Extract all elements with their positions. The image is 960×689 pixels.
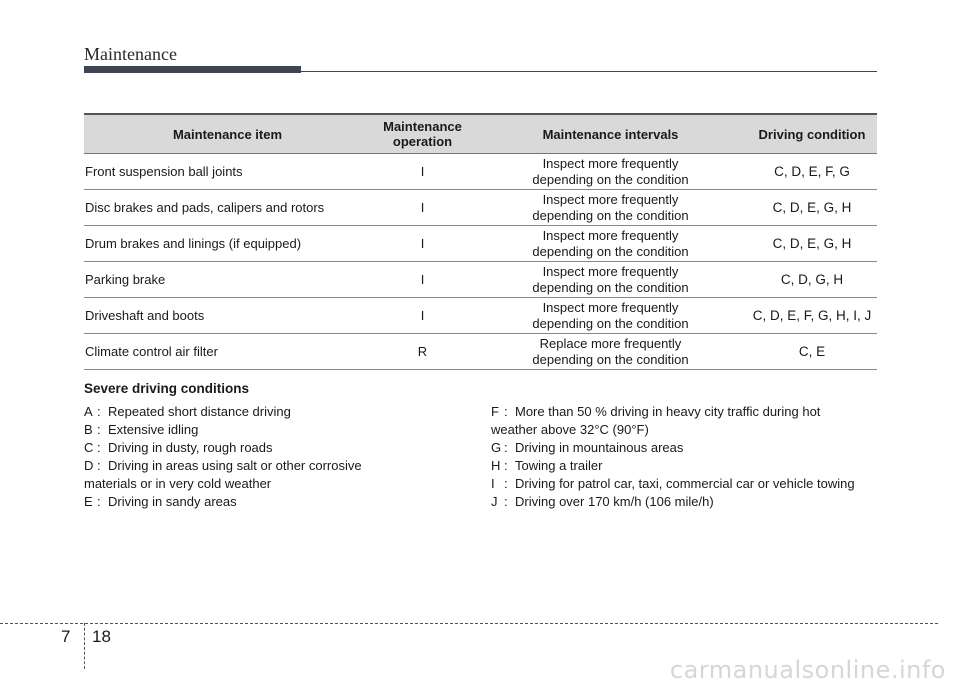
row-operation: I (371, 262, 474, 298)
row-item: Parking brake (84, 262, 371, 298)
column-header-item: Maintenance item (84, 114, 371, 154)
row-operation: I (371, 190, 474, 226)
column-header-condition: Driving condition (747, 114, 877, 154)
row-interval: Inspect more frequently depending on the condition (474, 226, 747, 262)
row-condition: C, D, E, G, H (747, 226, 877, 262)
row-operation: I (371, 226, 474, 262)
row-condition: C, D, E, F, G, H, I, J (747, 298, 877, 334)
row-condition: C, D, E, F, G (747, 154, 877, 190)
column-header-operation: Maintenance operation (371, 114, 474, 154)
severe-conditions-title: Severe driving conditions (84, 381, 250, 396)
table-row (84, 154, 877, 190)
condition-item: F : More than 50 % driving in heavy city traffic during hot (491, 403, 891, 421)
condition-text: Driving over 170 km/h (106 mile/h) (515, 494, 714, 509)
row-operation: R (371, 334, 474, 370)
condition-text: More than 50 % driving in heavy city traffic during hot (515, 404, 821, 419)
condition-item: C : Driving in dusty, rough roads (84, 439, 474, 457)
severe-conditions-left-list (84, 403, 474, 511)
condition-continuation: weather above 32°C (90°F) (491, 422, 649, 437)
footer-divider (84, 623, 85, 669)
row-interval: Inspect more frequently depending on the condition (474, 154, 747, 190)
table-row (84, 190, 877, 226)
condition-item: E : Driving in sandy areas (84, 493, 474, 511)
severe-conditions-right-list (491, 403, 891, 511)
chapter-number: 7 (61, 627, 71, 646)
condition-letter: G (491, 440, 502, 455)
row-item: Drum brakes and linings (if equipped) (84, 226, 371, 262)
condition-item: B : Extensive idling (84, 421, 474, 439)
row-condition: C, D, G, H (747, 262, 877, 298)
row-condition: C, E (747, 334, 877, 370)
condition-letter: B (84, 422, 93, 437)
table-row (84, 334, 877, 370)
condition-text: Driving in sandy areas (108, 494, 237, 509)
row-item: Front suspension ball joints (84, 154, 371, 190)
header-rule (301, 71, 877, 72)
condition-text: Extensive idling (108, 422, 199, 437)
row-operation: I (371, 154, 474, 190)
condition-letter: J (491, 494, 498, 509)
condition-text: Driving in dusty, rough roads (108, 440, 273, 455)
row-item: Disc brakes and pads, calipers and rotors (84, 190, 371, 226)
condition-text: Driving in mountainous areas (515, 440, 684, 455)
condition-item: J : Driving over 170 km/h (106 mile/h) (491, 493, 891, 511)
condition-item: D : Driving in areas using salt or other corrosive (84, 457, 474, 475)
condition-letter: A (84, 404, 93, 419)
row-interval: Inspect more frequently depending on the condition (474, 298, 747, 334)
watermark: carmanualsonline.info (669, 656, 946, 684)
header-accent-bar (84, 66, 301, 73)
condition-item: A : Repeated short distance driving (84, 403, 474, 421)
condition-item: H : Towing a trailer (491, 457, 891, 475)
row-item: Driveshaft and boots (84, 298, 371, 334)
condition-letter: I (491, 476, 495, 491)
column-header-intervals: Maintenance intervals (474, 114, 747, 154)
condition-text: Towing a trailer (515, 458, 603, 473)
table-row (84, 262, 877, 298)
condition-letter: C (84, 440, 94, 455)
condition-letter: F (491, 404, 499, 419)
condition-text: Repeated short distance driving (108, 404, 291, 419)
row-item: Climate control air filter (84, 334, 371, 370)
condition-text: Driving for patrol car, taxi, commercial car or vehicle towing (515, 476, 855, 491)
condition-letter: E (84, 494, 93, 509)
condition-continuation: materials or in very cold weather (84, 476, 272, 491)
condition-letter: H (491, 458, 501, 473)
section-title: Maintenance (84, 44, 177, 64)
row-condition: C, D, E, G, H (747, 190, 877, 226)
condition-item: I : Driving for patrol car, taxi, commercial car or vehicle towing (491, 475, 891, 493)
row-interval: Inspect more frequently depending on the condition (474, 262, 747, 298)
row-operation: I (371, 298, 474, 334)
table-header-row (84, 114, 877, 154)
page-number: 18 (92, 627, 111, 646)
footer-rule (0, 623, 938, 624)
maintenance-table (84, 113, 877, 370)
row-interval: Inspect more frequently depending on the condition (474, 190, 747, 226)
condition-item: G : Driving in mountainous areas (491, 439, 891, 457)
table-row (84, 298, 877, 334)
row-interval: Replace more frequently depending on the condition (474, 334, 747, 370)
table-row (84, 226, 877, 262)
condition-letter: D (84, 458, 94, 473)
condition-text: Driving in areas using salt or other corrosive (108, 458, 362, 473)
